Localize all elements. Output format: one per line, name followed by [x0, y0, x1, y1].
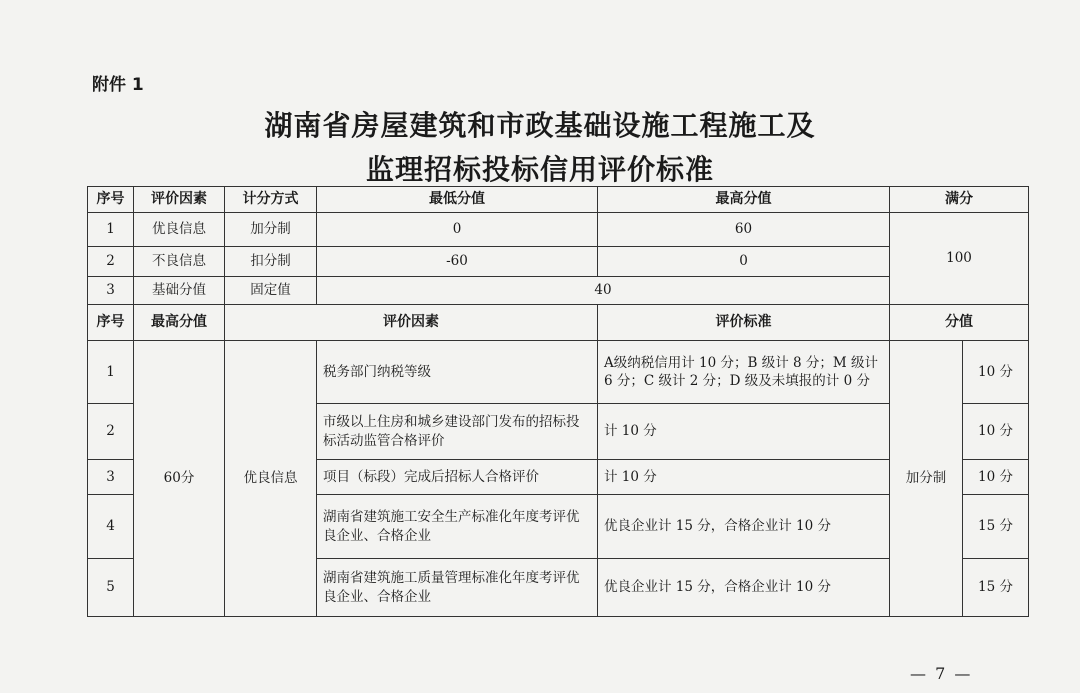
- attachment-label: 附件 1: [92, 75, 144, 95]
- detail-header-row: [88, 305, 1029, 341]
- row-min: -60: [317, 247, 598, 277]
- summary-row: [88, 277, 1029, 305]
- full-score-value: 100: [890, 213, 1029, 305]
- row-factor: 项目（标段）完成后招标人合格评价: [317, 460, 598, 495]
- row-no: 5: [88, 559, 134, 617]
- header-standard: 评价标准: [598, 305, 890, 341]
- method-value: 加分制: [890, 341, 963, 617]
- row-method: 加分制: [225, 213, 317, 247]
- header-score: 分值: [890, 305, 1029, 341]
- row-factor: 湖南省建筑施工质量管理标准化年度考评优良企业、合格企业: [317, 559, 598, 617]
- row-factor: 湖南省建筑施工安全生产标准化年度考评优良企业、合格企业: [317, 495, 598, 559]
- row-fixed-value: 40: [317, 277, 890, 305]
- row-no: 2: [88, 404, 134, 460]
- row-standard: 优良企业计 15 分，合格企业计 10 分: [598, 559, 890, 617]
- row-score: 10 分: [963, 460, 1029, 495]
- detail-row: [88, 341, 1029, 404]
- document-title-line-2: 监理招标投标信用评价标准: [365, 153, 714, 186]
- row-max: 0: [598, 247, 890, 277]
- row-no: 4: [88, 495, 134, 559]
- page-number: — 7 —: [910, 664, 973, 683]
- row-no: 3: [88, 460, 134, 495]
- category-value: 优良信息: [225, 341, 317, 617]
- document-title-line-1: 湖南省房屋建筑和市政基础设施工程施工及: [264, 109, 816, 142]
- row-factor: 不良信息: [134, 247, 225, 277]
- row-factor: 基础分值: [134, 277, 225, 305]
- row-score: 15 分: [963, 559, 1029, 617]
- header-method: 计分方式: [225, 187, 317, 213]
- row-no: 1: [88, 341, 134, 404]
- row-no: 3: [88, 277, 134, 305]
- row-score: 15 分: [963, 495, 1029, 559]
- header-no: 序号: [88, 305, 134, 341]
- row-score: 10 分: [963, 341, 1029, 404]
- header-max-score: 最高分值: [598, 187, 890, 213]
- summary-header-row: [88, 187, 1029, 213]
- row-score: 10 分: [963, 404, 1029, 460]
- max-score-value: 60分: [134, 341, 225, 617]
- row-method: 固定值: [225, 277, 317, 305]
- summary-row: [88, 247, 1029, 277]
- row-factor: 市级以上住房和城乡建设部门发布的招标投标活动监管合格评价: [317, 404, 598, 460]
- row-standard: 计 10 分: [598, 404, 890, 460]
- row-no: 1: [88, 213, 134, 247]
- row-standard: 计 10 分: [598, 460, 890, 495]
- header-max-score: 最高分值: [134, 305, 225, 341]
- row-standard: A级纳税信用计 10 分；B 级计 8 分；M 级计 6 分；C 级计 2 分；D 级及未填报的计 0 分: [598, 341, 890, 404]
- header-no: 序号: [88, 187, 134, 213]
- header-min-score: 最低分值: [317, 187, 598, 213]
- credit-evaluation-table: [87, 186, 1029, 617]
- row-max: 60: [598, 213, 890, 247]
- row-no: 2: [88, 247, 134, 277]
- header-full-score: 满分: [890, 187, 1029, 213]
- row-standard: 优良企业计 15 分，合格企业计 10 分: [598, 495, 890, 559]
- header-factor: 评价因素: [225, 305, 598, 341]
- header-factor: 评价因素: [134, 187, 225, 213]
- row-factor: 优良信息: [134, 213, 225, 247]
- summary-row: [88, 213, 1029, 247]
- row-method: 扣分制: [225, 247, 317, 277]
- row-factor: 税务部门纳税等级: [317, 341, 598, 404]
- row-min: 0: [317, 213, 598, 247]
